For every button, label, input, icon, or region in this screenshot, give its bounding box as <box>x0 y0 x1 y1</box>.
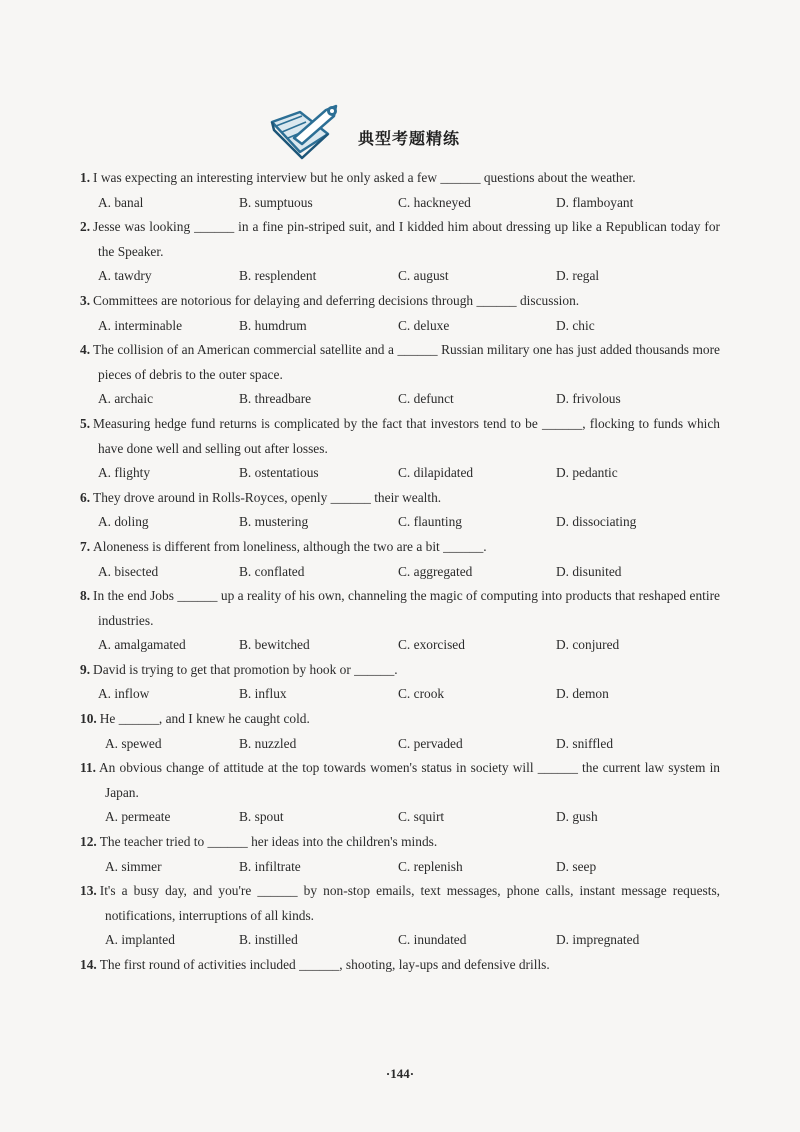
question-item <box>80 953 720 978</box>
question-text: David is trying to get that promotion by hook or ______. <box>93 661 398 677</box>
question-text: Jesse was looking ______ in a fine pin-striped suit, and I kidded him about dressing up like a Republican today for the Speaker. <box>93 219 720 259</box>
question-stem <box>80 584 720 633</box>
question-text: I was expecting an interesting interview but he only asked a few ______ questions about the weather. <box>93 170 636 185</box>
question-stem <box>80 412 720 461</box>
option-b: B. sumptuous <box>239 194 313 210</box>
question-item <box>80 756 720 830</box>
question-number: 12. <box>80 834 97 850</box>
option-d: D. disunited <box>556 563 622 579</box>
question-text: In the end Jobs ______ up a reality of his own, channeling the magic of computing into products that reshaped entire industries. <box>93 588 720 628</box>
option-c: C. replenish <box>398 858 463 874</box>
question-text: The collision of an American commercial satellite and a ______ Russian military one has just added thousands more pieces of debris to the outer space. <box>93 342 720 382</box>
option-a: A. amalgamated <box>98 637 186 653</box>
question-stem <box>80 658 720 683</box>
option-a: A. doling <box>98 514 149 530</box>
question-number: 9. <box>80 661 91 677</box>
answer-options <box>80 264 720 289</box>
option-a: A. inflow <box>98 686 150 702</box>
question-item <box>80 486 720 535</box>
option-c: C. august <box>398 268 449 284</box>
question-stem <box>80 707 720 732</box>
option-c: C. squirt <box>398 809 445 825</box>
question-text: It's a busy day, and you're ______ by non-stop emails, text messages, phone calls, instant message requests, notifications, interruptions of all kinds. <box>99 883 720 923</box>
question-item <box>80 289 720 338</box>
pencil-notebook-icon <box>270 100 352 160</box>
answer-options <box>80 928 720 953</box>
option-b: B. infiltrate <box>239 858 301 874</box>
section-header <box>270 100 530 160</box>
option-d: D. regal <box>556 268 600 284</box>
question-stem <box>80 953 720 978</box>
option-d: D. gush <box>556 809 598 825</box>
option-a: A. bisected <box>98 563 159 579</box>
option-c: C. inundated <box>398 932 467 948</box>
option-a: A. permeate <box>105 809 171 825</box>
option-b: B. influx <box>239 686 287 702</box>
question-number: 2. <box>80 219 91 235</box>
answer-options <box>80 191 720 216</box>
option-c: C. aggregated <box>398 563 473 579</box>
option-c: C. exorcised <box>398 637 465 653</box>
option-c: C. pervaded <box>398 735 463 751</box>
question-item <box>80 215 720 289</box>
option-b: B. conflated <box>239 563 305 579</box>
option-b: B. threadbare <box>239 391 312 407</box>
option-d: D. dissociating <box>556 514 637 530</box>
question-stem <box>80 535 720 560</box>
page-number: ·144· <box>385 1066 415 1081</box>
option-b: B. mustering <box>239 514 309 530</box>
question-stem <box>80 756 720 805</box>
option-b: B. nuzzled <box>239 735 297 751</box>
answer-options <box>80 461 720 486</box>
option-a: A. flighty <box>98 465 151 481</box>
question-text: They drove around in Rolls-Royces, openly ______ their wealth. <box>93 489 442 505</box>
question-item <box>80 338 720 412</box>
question-text: The first round of activities included ______, shooting, lay-ups and defensive drills. <box>99 957 550 972</box>
question-number: 11. <box>80 760 96 776</box>
question-stem <box>80 289 720 314</box>
question-item <box>80 584 720 658</box>
question-number: 7. <box>80 538 91 554</box>
option-d: D. demon <box>556 686 609 702</box>
question-number: 1. <box>80 170 91 185</box>
question-stem <box>80 215 720 264</box>
option-d: D. seep <box>556 858 597 874</box>
question-text: An obvious change of attitude at the top towards women's status in society will ______ the current law system in Japan. <box>99 760 720 800</box>
answer-options <box>80 314 720 339</box>
option-a: A. banal <box>98 194 144 210</box>
question-stem <box>80 879 720 928</box>
option-b: B. bewitched <box>239 637 310 653</box>
question-text: He ______, and I knew he caught cold. <box>99 711 310 727</box>
question-stem <box>80 338 720 387</box>
answer-options <box>80 682 720 707</box>
answer-options <box>80 732 720 757</box>
option-d: D. frivolous <box>556 391 621 407</box>
question-text: Measuring hedge fund returns is complicated by the fact that investors tend to be ______, flocking to funds which have done well and selling out after losses. <box>93 415 720 456</box>
question-number: 8. <box>80 588 91 604</box>
option-d: D. conjured <box>556 637 620 653</box>
question-text: Committees are notorious for delaying and deferring decisions through ______ discussion. <box>93 292 580 308</box>
question-item <box>80 707 720 756</box>
answer-options <box>80 387 720 412</box>
question-item <box>80 830 720 879</box>
option-a: A. interminable <box>98 317 183 333</box>
question-number: 14. <box>80 957 97 972</box>
answer-options <box>80 805 720 830</box>
option-a: A. simmer <box>105 858 162 874</box>
option-d: D. flamboyant <box>556 194 634 210</box>
option-d: D. impregnated <box>556 932 640 948</box>
answer-options <box>80 855 720 880</box>
section-title: 典型考题精练 <box>358 129 461 148</box>
option-c: C. dilapidated <box>398 465 474 481</box>
question-list <box>80 166 720 978</box>
question-item <box>80 879 720 953</box>
option-a: A. implanted <box>105 932 175 948</box>
question-number: 5. <box>80 415 91 431</box>
option-c: C. crook <box>398 686 445 702</box>
question-item <box>80 412 720 486</box>
answer-options <box>80 510 720 535</box>
question-text: Aloneness is different from loneliness, although the two are a bit ______. <box>93 538 487 554</box>
option-b: B. humdrum <box>239 317 307 333</box>
option-c: C. hackneyed <box>398 194 471 210</box>
option-d: D. chic <box>556 317 595 333</box>
question-number: 13. <box>80 883 97 899</box>
answer-options <box>80 633 720 658</box>
question-number: 10. <box>80 711 97 727</box>
option-c: C. defunct <box>398 391 454 407</box>
question-stem <box>80 486 720 511</box>
option-b: B. instilled <box>239 932 298 948</box>
question-text: The teacher tried to ______ her ideas into the children's minds. <box>99 834 438 850</box>
option-a: A. archaic <box>98 391 154 407</box>
question-stem <box>80 830 720 855</box>
option-c: C. flaunting <box>398 514 462 530</box>
question-number: 6. <box>80 489 91 505</box>
question-stem <box>80 166 720 191</box>
option-a: A. tawdry <box>98 268 152 284</box>
option-b: B. spout <box>239 809 284 825</box>
question-item <box>80 535 720 584</box>
option-d: D. sniffled <box>556 735 614 751</box>
option-d: D. pedantic <box>556 465 618 481</box>
question-number: 3. <box>80 292 91 308</box>
option-a: A. spewed <box>105 735 162 751</box>
answer-options <box>80 560 720 585</box>
question-item <box>80 166 720 215</box>
question-number: 4. <box>80 342 91 358</box>
option-b: B. resplendent <box>239 268 317 284</box>
option-b: B. ostentatious <box>239 465 319 481</box>
option-c: C. deluxe <box>398 317 450 333</box>
question-item <box>80 658 720 707</box>
